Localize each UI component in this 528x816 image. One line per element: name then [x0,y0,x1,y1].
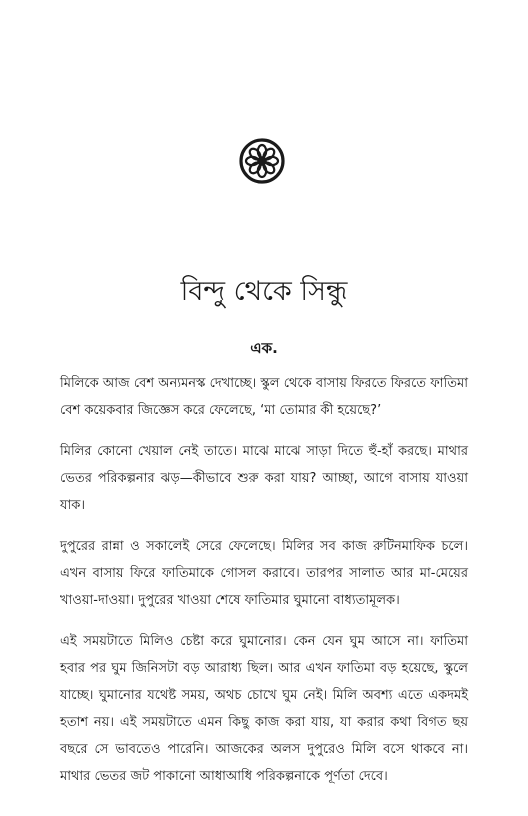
body-text [60,370,468,804]
paragraph-3: দুপুরের রান্না ও সকালেই সেরে ফেলেছে। মিলির সব কাজ রুটিনমাফিক চলে। এখন বাসায় ফিরে ফাতিমাকে গোসল করাবে। তারপর সালাত আর মা-মেয়ের খাওয়া-দাওয়া। দুপুরের খাওয়া শেষে ফাতিমার ঘুমানো বাধ্যতামূলক। [60,539,468,608]
chapter-title: বিন্দু থেকে সিন্ধু [180,276,348,307]
paragraph-1: মিলিকে আজ বেশ অন্যমনস্ক দেখাচ্ছে। স্কুল থেকে বাসায় ফিরতে ফিরতে ফাতিমা বেশ কয়েকবার জিজ্ঞেস করে ফেলেছে, ‘মা তোমার কী হয়েছে?’ [60,376,468,418]
paragraph-4: এই সময়টাতে মিলিও চেষ্টা করে ঘুমানোর। কেন যেন ঘুম আসে না। ফাতিমা হবার পর ঘুম জিনিসটা বড় আরাধ্য ছিল। আর এখন ফাতিমা বড় হয়েছে, স্কুলে যাচ্ছে। ঘুমানোর যথেষ্ট সময়, অথচ চোখে ঘুম নেই। মিলি অবশ্য এতে একদমই হতাশ নয়। এই সময়টাতে এমন কিছু কাজ করা যায়, যা করার কথা বিগত ছয় বছরে সে ভাবতেও পারেনি। আজকের অলস দুপুরেও মিলি বসে থাকবে না। মাথার ভেতর জট পাকানো আধাআধি পরিকল্পনাকে পূর্ণতা দেবে। [60,634,468,784]
flower-wheel-icon [239,138,285,184]
section-heading: এক. [250,339,278,357]
paragraph-2: মিলির কোনো খেয়াল নেই তাতে। মাঝে মাঝে সাড়া দিতে হুঁ-হাঁ করছে। মাথার ভেতর পরিকল্পনার ঝড়—কীভাবে শুরু করা যায়? আচ্ছা, আগে বাসায় যাওয়া যাক। [60,444,468,513]
